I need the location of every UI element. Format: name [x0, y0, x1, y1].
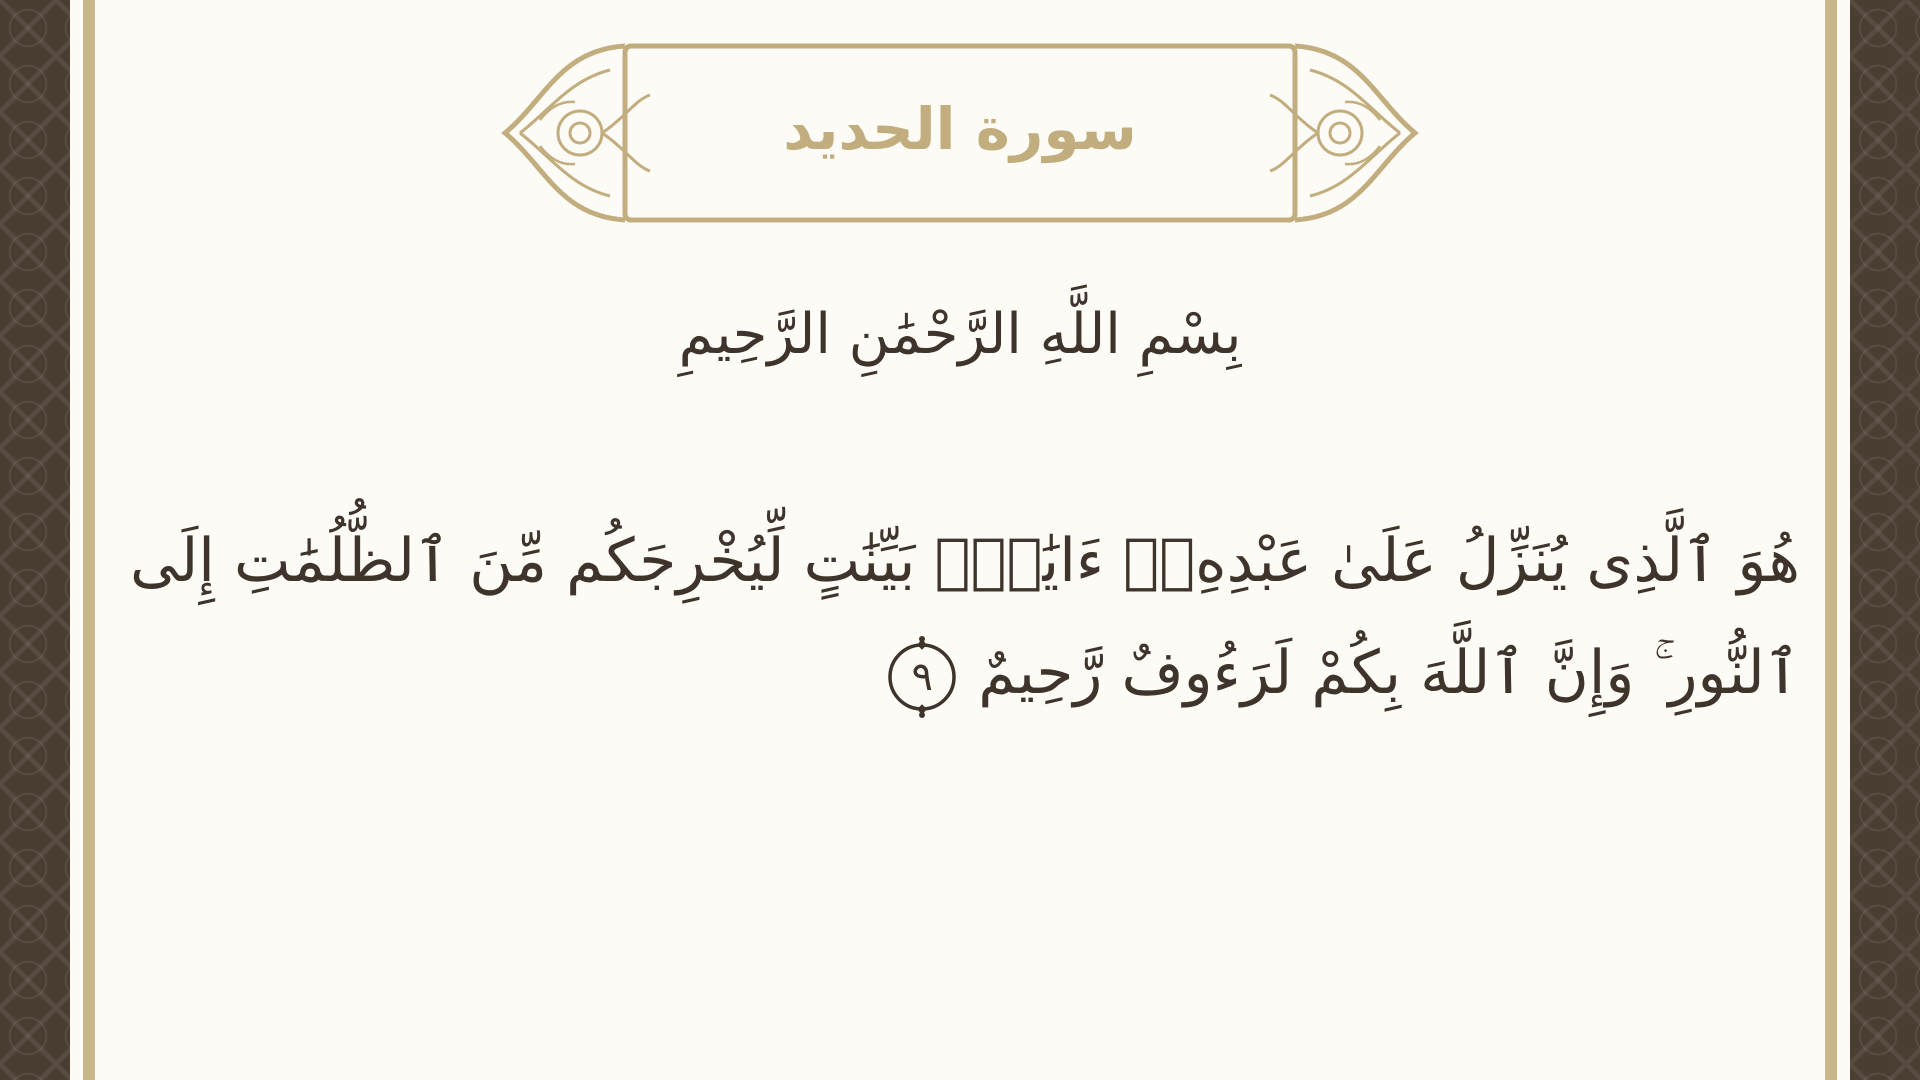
surah-title: سورة الحديد: [783, 95, 1137, 163]
right-gold-rule: [1825, 0, 1837, 1080]
verse-line-2-text: ٱلنُّورِ ۚ وَإِنَّ ٱللَّهَ بِكُمْ لَرَءُوفٌ رَّحِيمٌ: [978, 638, 1800, 708]
ayah-number-marker: [880, 635, 964, 719]
verse-line-1: هُوَ ٱلَّذِى يُنَزِّلُ عَلَىٰ عَبْدِهِۦٓ ءَايَٰتٍۭ بَيِّنَٰتٍ لِّيُخْرِجَكُم مِّنَ ٱلظُّلُمَٰتِ إِلَى: [130, 526, 1800, 596]
left-ornamental-border: [0, 0, 70, 1080]
surah-header-banner: [500, 40, 1420, 226]
ayah-number: ٩: [911, 654, 934, 701]
left-gold-rule: [83, 0, 95, 1080]
verse-line-2: [220, 617, 1800, 729]
right-ornamental-border: [1850, 0, 1920, 1080]
basmala-calligraphy: بِسْمِ اللَّهِ الرَّحْمَٰنِ الرَّحِيمِ: [678, 302, 1242, 367]
verse-text: [130, 505, 1800, 729]
